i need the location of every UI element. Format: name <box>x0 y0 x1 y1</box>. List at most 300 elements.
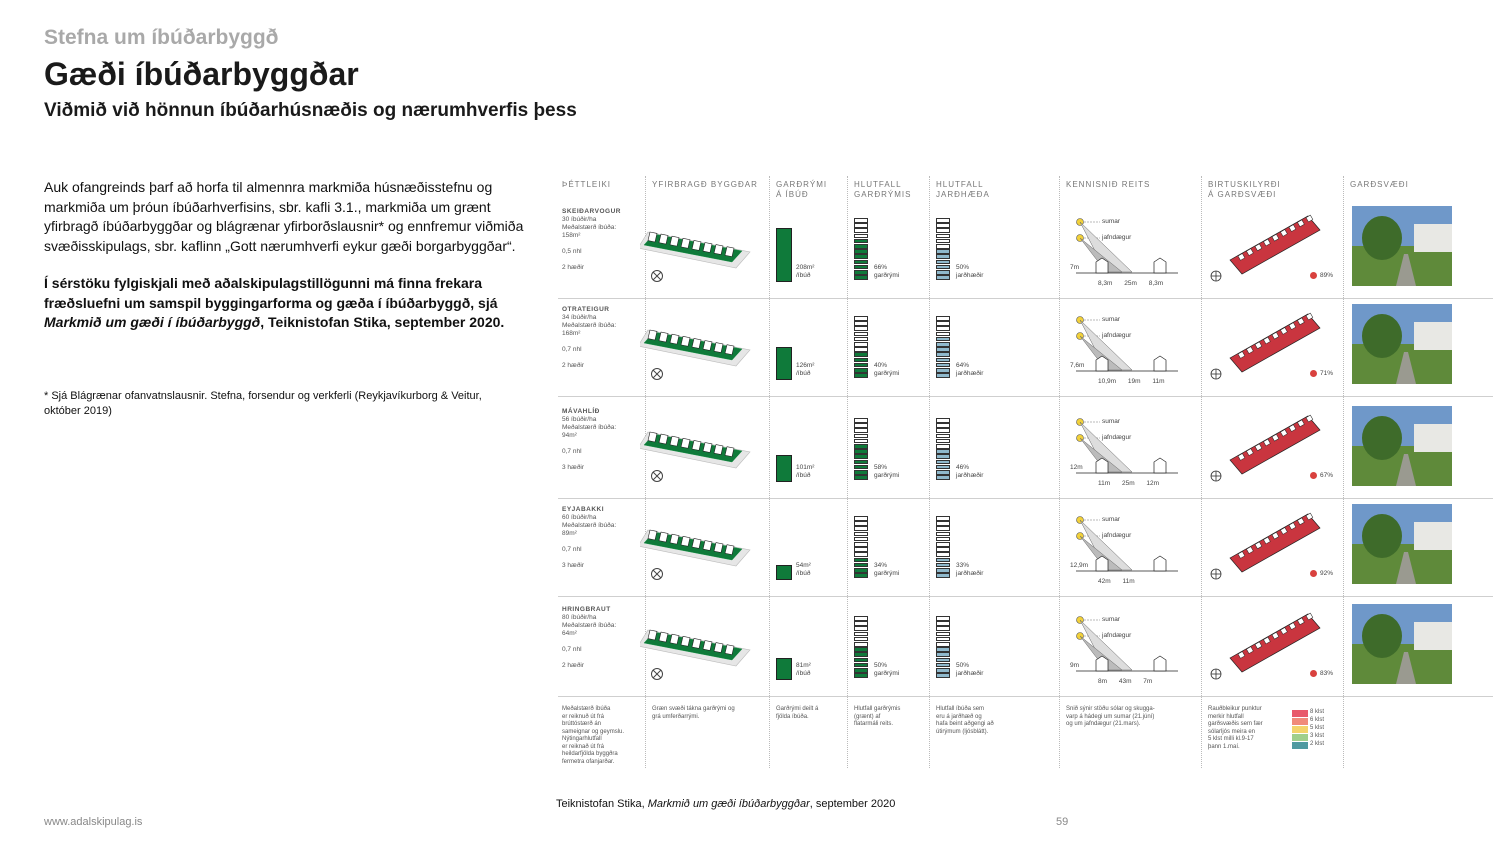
ground-floor-share-cell <box>936 642 950 647</box>
sun-dot-icon <box>1310 472 1317 479</box>
green-share-value: 40% garðrými <box>874 362 900 377</box>
ground-floor-share-cell <box>936 663 950 668</box>
block-illustration <box>640 512 762 572</box>
sunlit-share-value: 83% <box>1320 670 1334 677</box>
footnote: * Sjá Blágrænar ofanvatnslausnir. Stefna, forsendur og verkferli (Reykjavíkurborg & Veitur, október 2019) <box>44 390 482 417</box>
green-share-cell <box>854 673 868 678</box>
north-arrow-icon <box>1210 568 1222 580</box>
caption-suffix: , september 2020 <box>809 798 896 810</box>
ground-floor-share-cell <box>936 368 950 373</box>
green-share-cell <box>854 526 868 531</box>
ground-floor-share-cell <box>936 352 950 357</box>
ground-floor-share-value: 64% jarðhæðir <box>956 362 984 377</box>
row-divider <box>558 696 1493 697</box>
column-divider <box>847 176 848 768</box>
row-divider <box>558 596 1493 597</box>
column-divider <box>1059 176 1060 768</box>
section-label-equinox: jafndægur <box>1102 632 1132 639</box>
daylight-plan <box>1224 210 1324 276</box>
floor-count: 2 hæðir <box>562 662 585 669</box>
block-illustration <box>640 312 762 372</box>
green-share-cell <box>854 260 868 265</box>
ground-floor-share-cell <box>936 460 950 465</box>
floor-area-ratio: 0,7 nhl <box>562 646 582 653</box>
ground-floor-share-cell <box>936 321 950 326</box>
green-share-cell <box>854 668 868 673</box>
daylight-plan <box>1224 508 1324 574</box>
footer-url[interactable]: www.adalskipulag.is <box>44 816 143 828</box>
ground-floor-share-cell <box>936 621 950 626</box>
sun-dot-icon <box>1310 670 1317 677</box>
figure-caption <box>556 798 895 810</box>
site-name: MÁVAHLÍÐ <box>562 408 600 415</box>
row-divider <box>558 396 1493 397</box>
green-share-cell <box>854 558 868 563</box>
section-label-equinox: jafndægur <box>1102 234 1132 241</box>
sunlit-share-value: 92% <box>1320 570 1334 577</box>
green-share-cell <box>854 368 868 373</box>
green-share-cell <box>854 573 868 578</box>
building <box>681 536 690 546</box>
column-footnote: Hlutfall íbúða sem eru á jarðhæð og hafa beint aðgengi að útirýmum (ljósblátt). <box>936 706 994 735</box>
garden-per-unit-bar <box>776 228 792 282</box>
green-share-cell <box>854 373 868 378</box>
block-illustration <box>640 214 762 274</box>
green-share-cell <box>854 460 868 465</box>
green-share-cell <box>854 663 868 668</box>
garden-per-unit-value: 101m² /íbúð <box>796 464 815 479</box>
building <box>714 643 723 653</box>
green-share-cell <box>854 223 868 228</box>
garden-photo <box>1352 504 1452 584</box>
garden-per-unit-value: 81m² /íbúð <box>796 662 811 677</box>
column-divider <box>1343 176 1344 768</box>
ground-floor-share-cell <box>936 537 950 542</box>
green-share-cell <box>854 326 868 331</box>
green-share-value: 34% garðrými <box>874 562 900 577</box>
floor-area-ratio: 0,7 nhl <box>562 448 582 455</box>
building <box>692 538 701 548</box>
building <box>725 545 734 555</box>
green-share-cell <box>854 347 868 352</box>
building <box>659 332 668 342</box>
legend-label: 3 klst <box>1310 733 1325 739</box>
ground-floor-share-cell <box>936 363 950 368</box>
building <box>714 343 723 353</box>
building <box>681 238 690 248</box>
paragraph-2 <box>44 274 534 333</box>
ground-floor-share-cell <box>936 223 950 228</box>
green-share-cell <box>854 254 868 259</box>
ground-floor-share-value: 33% jarðhæðir <box>956 562 984 577</box>
building <box>670 436 679 446</box>
column-footnote: Garðrými deilt á fjölda íbúða. <box>776 706 819 720</box>
section-height: 7,6m <box>1070 362 1085 369</box>
ground-floor-share-cell <box>936 249 950 254</box>
ground-floor-share-cell <box>936 439 950 444</box>
ground-floor-share-cell <box>936 444 950 449</box>
garden-per-unit-value: 54m² /íbúð <box>796 562 811 577</box>
section-label-equinox: jafndægur <box>1102 434 1132 441</box>
column-header: BIRTUSKILYRÐI Á GARÐSVÆÐI <box>1208 180 1281 199</box>
ground-floor-share-cell <box>936 218 950 223</box>
green-share-cell <box>854 270 868 275</box>
garden-per-unit-bar <box>776 658 792 680</box>
density-details: 30 íbúðir/ha Meðalstærð íbúða: 158m² <box>562 216 617 239</box>
green-share-cell <box>854 642 868 647</box>
column-header: YFIRBRAGÐ BYGGÐAR <box>652 180 758 189</box>
sunlit-garden-area <box>1230 514 1320 572</box>
green-share-cell <box>854 234 868 239</box>
green-share-cell <box>854 626 868 631</box>
building <box>648 630 657 640</box>
block-illustration <box>640 414 762 474</box>
column-footnote: Meðalstærð íbúða er reiknuð út frá brúttóstærð án sameignar og geymslu. Nýtingarhlutfall er reiknað út frá heildarfjölda byggðra fermetra ofanjarðar. <box>562 706 625 765</box>
building <box>670 236 679 246</box>
section-kicker: Stefna um íbúðarbyggð <box>44 26 279 49</box>
section-dimensions: 8,3m 25m 8,3m <box>1098 280 1164 287</box>
ground-floor-share-cell <box>936 637 950 642</box>
ground-floor-share-cell <box>936 342 950 347</box>
ground-floor-share-cell <box>936 516 950 521</box>
legend-label: 8 klst <box>1310 709 1325 715</box>
daylight-plan <box>1224 410 1324 476</box>
tree <box>1362 416 1402 460</box>
legend-label: 6 klst <box>1310 717 1325 723</box>
ground-floor-share-cell <box>936 260 950 265</box>
building <box>670 534 679 544</box>
building <box>648 330 657 340</box>
garden-per-unit-bar <box>776 565 792 581</box>
legend-swatch <box>1292 718 1308 725</box>
building-section <box>1154 656 1166 671</box>
site-name: OTRATEIGUR <box>562 306 610 313</box>
sunlit-share-value: 89% <box>1320 272 1334 279</box>
ground-floor-share-cell <box>936 358 950 363</box>
floor-area-ratio: 0,7 nhl <box>562 346 582 353</box>
ground-floor-share-cell <box>936 228 950 233</box>
ground-floor-share-cell <box>936 275 950 280</box>
ground-floor-share-cell <box>936 470 950 475</box>
ground-floor-share-cell <box>936 563 950 568</box>
column-header: KENNISNIÐ REITS <box>1066 180 1151 189</box>
ground-floor-share-cell <box>936 552 950 557</box>
green-share-cell <box>854 516 868 521</box>
building <box>703 243 712 253</box>
garden-photo <box>1352 406 1452 486</box>
green-share-cell <box>854 547 868 552</box>
sun-dot-icon <box>1310 272 1317 279</box>
building <box>670 334 679 344</box>
green-share-cell <box>854 542 868 547</box>
legend-swatch <box>1292 734 1308 741</box>
ground-floor-share-cell <box>936 270 950 275</box>
building <box>648 530 657 540</box>
building <box>692 338 701 348</box>
sunlit-share-value: 71% <box>1320 370 1334 377</box>
house <box>1414 622 1452 650</box>
block-illustration <box>640 612 762 672</box>
garden-photo <box>1352 304 1452 384</box>
garden-per-unit-value: 126m² /íbúð <box>796 362 815 377</box>
ground-floor-share-cell <box>936 568 950 573</box>
building <box>725 645 734 655</box>
sunlit-garden-area <box>1230 614 1320 672</box>
section-label-equinox: jafndægur <box>1102 532 1132 539</box>
ground-floor-share-cell <box>936 449 950 454</box>
building <box>659 632 668 642</box>
green-share-cell <box>854 337 868 342</box>
ground-floor-share-cell <box>936 632 950 637</box>
ground-floor-share-cell <box>936 558 950 563</box>
section-height: 7m <box>1070 264 1080 271</box>
ground-floor-share-cell <box>936 373 950 378</box>
column-footnote: Rauðbleikur punktur merkir hlutfall garðsvæðis sem fær sólarljós meira en 5 klst milli kl.9-17 þann 1.maí. <box>1208 706 1263 750</box>
floor-count: 3 hæðir <box>562 464 585 471</box>
green-share-cell <box>854 563 868 568</box>
ground-floor-share-cell <box>936 626 950 631</box>
green-share-cell <box>854 658 868 663</box>
column-header: ÞÉTTLEIKI <box>562 180 612 189</box>
paragraph-2-a: Í sérstöku fylgiskjali með aðalskipulagstillögunni má finna frekara fræðsluefni um samspil byggingarforma og gæða í íbúðarbyggð, sjá <box>44 275 498 311</box>
green-share-cell <box>854 532 868 537</box>
building <box>703 641 712 651</box>
green-share-cell <box>854 647 868 652</box>
garden-photo <box>1352 206 1452 286</box>
section-label-summer: sumar <box>1102 516 1121 523</box>
house <box>1414 522 1452 550</box>
column-header: HLUTFALL GARÐRÝMIS <box>854 180 912 199</box>
site-name: SKEIÐARVOGUR <box>562 208 621 215</box>
ground-floor-share-cell <box>936 239 950 244</box>
floor-area-ratio: 0,7 nhl <box>562 546 582 553</box>
column-footnote: Snið sýnir stöðu sólar og skugga- varp á hádegi um sumar (21.júní) og um jafndægur (21.mars). <box>1066 706 1155 727</box>
building <box>703 443 712 453</box>
green-share-value: 66% garðrými <box>874 264 900 279</box>
sunlit-share-value: 67% <box>1320 472 1334 479</box>
green-share-cell <box>854 632 868 637</box>
garden-per-unit-bar <box>776 347 792 381</box>
section-label-summer: sumar <box>1102 218 1121 225</box>
north-arrow-icon <box>1210 270 1222 282</box>
section-height: 12,9m <box>1070 562 1089 569</box>
caption-italic: Markmið um gæði íbúðarbyggðar <box>647 798 810 810</box>
section-label-summer: sumar <box>1102 418 1121 425</box>
floor-count: 2 hæðir <box>562 264 585 271</box>
density-details: 80 íbúðir/ha Meðalstærð íbúða: 64m² <box>562 614 617 637</box>
green-share-cell <box>854 244 868 249</box>
building <box>725 447 734 457</box>
page-number: 59 <box>1056 816 1069 828</box>
ground-floor-share-cell <box>936 652 950 657</box>
column-footnote: Græn svæði tákna garðrými og grá umferðarrými. <box>652 706 735 720</box>
green-share-cell <box>854 358 868 363</box>
daylight-plan <box>1224 308 1324 374</box>
site-name: EYJABAKKI <box>562 506 605 513</box>
column-footnote: Hlutfall garðrýmis (grænt) af flatarmáli reits. <box>854 706 901 727</box>
building <box>681 636 690 646</box>
building <box>725 345 734 355</box>
green-share-cell <box>854 418 868 423</box>
garden-per-unit-value: 208m² /íbúð <box>796 264 815 279</box>
density-label <box>562 408 647 440</box>
legend-label: 5 klst <box>1310 725 1325 731</box>
building <box>648 432 657 442</box>
green-share-cell <box>854 621 868 626</box>
green-share-cell <box>854 228 868 233</box>
north-arrow-icon <box>1210 470 1222 482</box>
ground-floor-share-cell <box>936 647 950 652</box>
density-label <box>562 506 647 538</box>
green-share-cell <box>854 363 868 368</box>
column-header: GARÐSVÆÐI <box>1350 180 1409 189</box>
section-dimensions: 8m 43m 7m <box>1098 678 1153 685</box>
building <box>670 634 679 644</box>
north-arrow-icon <box>1210 368 1222 380</box>
building <box>692 638 701 648</box>
column-divider <box>929 176 930 768</box>
building <box>714 445 723 455</box>
tree <box>1362 614 1402 658</box>
ground-floor-share-cell <box>936 454 950 459</box>
ground-floor-share-cell <box>936 547 950 552</box>
section-height: 9m <box>1070 662 1080 669</box>
column-divider <box>769 176 770 768</box>
tree <box>1362 514 1402 558</box>
building <box>659 434 668 444</box>
section-label-equinox: jafndægur <box>1102 332 1132 339</box>
green-share-cell <box>854 652 868 657</box>
density-label <box>562 606 647 638</box>
ground-floor-share-value: 50% jarðhæðir <box>956 662 984 677</box>
page-subtitle: Viðmið við hönnun íbúðarhúsnæðis og nærumhverfis þess <box>44 100 577 121</box>
ground-floor-share-cell <box>936 254 950 259</box>
legend-swatch <box>1292 726 1308 733</box>
ground-floor-share-cell <box>936 465 950 470</box>
sun-dot-icon <box>1310 570 1317 577</box>
column-header: HLUTFALL JARÐHÆÐA <box>936 180 990 199</box>
page-title: Gæði íbúðarbyggðar <box>44 56 359 92</box>
building <box>692 240 701 250</box>
body-text <box>44 178 534 351</box>
tree <box>1362 314 1402 358</box>
building <box>714 245 723 255</box>
ground-floor-share-cell <box>936 573 950 578</box>
floor-area-ratio: 0,5 nhl <box>562 248 582 255</box>
ground-floor-share-cell <box>936 658 950 663</box>
floor-count: 3 hæðir <box>562 562 585 569</box>
building-section <box>1154 458 1166 473</box>
ground-floor-share-cell <box>936 234 950 239</box>
ground-floor-share-cell <box>936 428 950 433</box>
density-details: 56 íbúðir/ha Meðalstærð íbúða: 94m² <box>562 416 617 439</box>
ground-floor-share-value: 46% jarðhæðir <box>956 464 984 479</box>
green-share-cell <box>854 475 868 480</box>
section-label-summer: sumar <box>1102 616 1121 623</box>
ground-floor-share-cell <box>936 316 950 321</box>
house <box>1414 224 1452 252</box>
column-header: GARÐRÝMI Á ÍBÚÐ <box>776 180 828 199</box>
building <box>659 532 668 542</box>
section-height: 12m <box>1070 464 1083 471</box>
ground-floor-share-cell <box>936 434 950 439</box>
caption-prefix: Teiknistofan Stika, <box>556 798 648 810</box>
ground-floor-share-cell <box>936 418 950 423</box>
ground-floor-share-cell <box>936 423 950 428</box>
ground-floor-share-cell <box>936 668 950 673</box>
building <box>681 438 690 448</box>
green-share-cell <box>854 470 868 475</box>
ground-floor-share-cell <box>936 673 950 678</box>
green-share-cell <box>854 423 868 428</box>
house <box>1414 322 1452 350</box>
density-comparison-table <box>558 176 1493 771</box>
daylight-plan <box>1224 608 1324 674</box>
north-arrow-icon <box>1210 668 1222 680</box>
sunlit-garden-area <box>1230 216 1320 274</box>
density-details: 34 íbúðir/ha Meðalstærð íbúða: 168m² <box>562 314 617 337</box>
green-share-cell <box>854 275 868 280</box>
building <box>703 541 712 551</box>
green-share-cell <box>854 637 868 642</box>
sunlit-garden-area <box>1230 314 1320 372</box>
ground-floor-share-value: 50% jarðhæðir <box>956 264 984 279</box>
green-share-cell <box>854 444 868 449</box>
row-divider <box>558 498 1493 499</box>
green-share-cell <box>854 439 868 444</box>
ground-floor-share-cell <box>936 532 950 537</box>
house <box>1414 424 1452 452</box>
section-dimensions: 11m 25m 12m <box>1098 480 1160 487</box>
green-share-value: 58% garðrými <box>874 464 900 479</box>
ground-floor-share-cell <box>936 475 950 480</box>
building <box>714 543 723 553</box>
garden-photo <box>1352 604 1452 684</box>
green-share-cell <box>854 218 868 223</box>
floor-count: 2 hæðir <box>562 362 585 369</box>
paragraph-2-b: , Teiknistofan Stika, september 2020. <box>260 314 505 330</box>
green-share-cell <box>854 454 868 459</box>
garden-per-unit-bar <box>776 455 792 482</box>
ground-floor-share-cell <box>936 244 950 249</box>
site-name: HRINGBRAUT <box>562 606 611 613</box>
sun-dot-icon <box>1310 370 1317 377</box>
green-share-cell <box>854 352 868 357</box>
building <box>692 440 701 450</box>
column-divider <box>1201 176 1202 768</box>
paragraph-2-italic: Markmið um gæði í íbúðarbyggð <box>44 314 261 330</box>
green-share-cell <box>854 434 868 439</box>
legend-label: 2 klst <box>1310 741 1325 747</box>
ground-floor-share-cell <box>936 337 950 342</box>
density-label <box>562 208 647 240</box>
green-share-cell <box>854 265 868 270</box>
building <box>659 234 668 244</box>
ground-floor-share-cell <box>936 521 950 526</box>
building <box>648 232 657 242</box>
green-share-cell <box>854 321 868 326</box>
row-divider <box>558 298 1493 299</box>
green-share-value: 50% garðrými <box>874 662 900 677</box>
green-share-cell <box>854 568 868 573</box>
green-share-cell <box>854 249 868 254</box>
green-share-cell <box>854 428 868 433</box>
ground-floor-share-cell <box>936 326 950 331</box>
tree <box>1362 216 1402 260</box>
ground-floor-share-cell <box>936 526 950 531</box>
green-share-cell <box>854 332 868 337</box>
legend-swatch <box>1292 742 1308 749</box>
